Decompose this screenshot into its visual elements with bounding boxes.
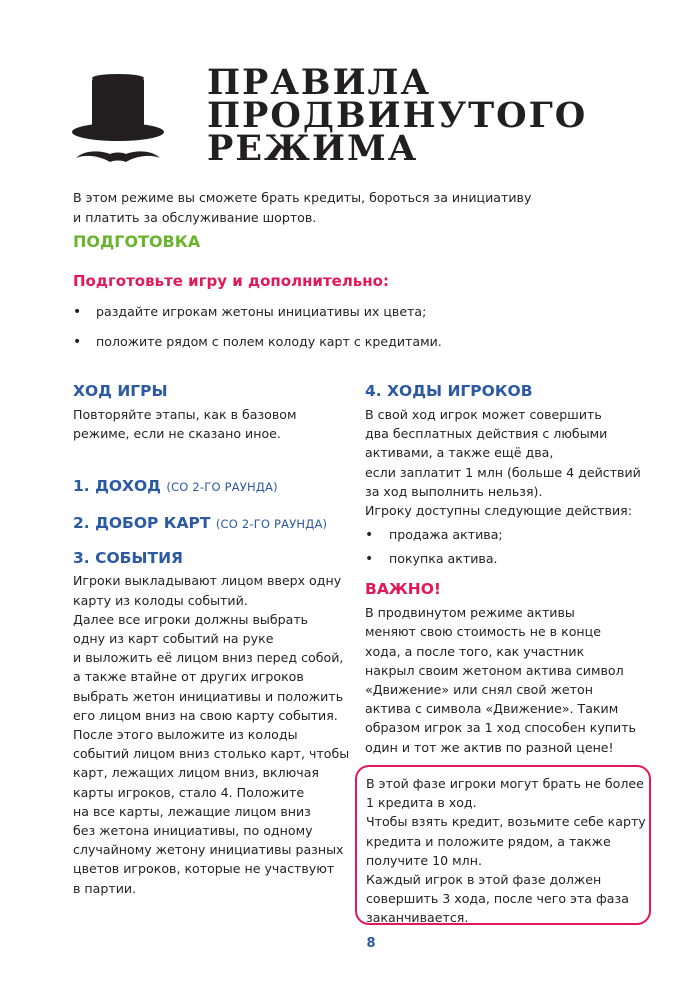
top-hat-mustache-icon	[70, 70, 166, 170]
preparation-heading: ПОДГОТОВКА	[73, 232, 201, 251]
events-heading: 3. СОБЫТИЯ	[73, 549, 183, 568]
text-line: хода, а после того, как участник	[365, 643, 585, 659]
text-line: и выложить её лицом вниз перед собой,	[73, 650, 344, 666]
page-number: 8	[366, 936, 376, 951]
text-line: одну из карт событий на руке	[73, 631, 274, 647]
page-title	[207, 62, 588, 169]
text-line: активами, а также ещё два,	[365, 445, 554, 461]
text-line: «Движение» или снял свой жетон	[365, 682, 593, 698]
intro-line: и платить за обслуживание шортов.	[73, 210, 317, 225]
list-item: • покупка актива.	[365, 548, 655, 572]
text-line: карты игроков, стало 4. Положите	[73, 784, 305, 800]
text-line: получите 10 млн.	[366, 852, 482, 868]
list-item: • положите рядом с полем колоду карт с кредитами.	[73, 331, 633, 361]
text-line: его лицом вниз на свою карту события.	[73, 707, 338, 723]
text-line: актива с символа «Движение». Таким	[365, 701, 619, 717]
text-line: в партии.	[73, 880, 137, 896]
title-line: ПРАВИЛА	[207, 62, 431, 103]
text-line: цветов игроков, которые не участвуют	[73, 861, 335, 877]
turns-heading: 4. ХОДЫ ИГРОКОВ	[365, 382, 533, 400]
text-line: В продвинутом режиме активы	[365, 605, 575, 621]
important-heading: ВАЖНО!	[365, 580, 442, 599]
gameplay-paragraph	[73, 405, 353, 443]
intro-line: В этом режиме вы сможете брать кредиты, бороться за инициативу	[73, 190, 532, 205]
draw-note: (СО 2-ГО РАУНДА)	[215, 517, 328, 532]
text-line: карт, лежащих лицом вниз, включая	[73, 765, 319, 781]
text-line: образом игрок за 1 ход способен купить	[365, 720, 636, 736]
text-line: а также втайне от других игроков	[73, 669, 304, 685]
events-paragraph	[73, 571, 353, 897]
text-line: карту из колоды событий.	[73, 592, 248, 608]
text-line: В свой ход игрок может совершить	[365, 407, 602, 422]
text-line: Далее все игроки должны выбрать	[73, 611, 309, 627]
text-line: Повторяйте этапы, как в базовом	[73, 407, 297, 422]
income-heading	[73, 475, 353, 498]
text-line: 1 кредита в ход.	[366, 795, 477, 811]
text-line: После этого выложите из колоды	[73, 727, 298, 743]
text-line: накрыл своим жетоном актива символ	[365, 662, 624, 678]
text-line: совершить 3 хода, после чего эта фаза	[366, 891, 629, 907]
text-line: В этой фазе игроки могут брать не более	[366, 776, 644, 791]
text-line: Игроку доступны следующие действия:	[365, 503, 632, 519]
title-line: РЕЖИМА	[207, 128, 419, 169]
preparation-list	[73, 301, 633, 361]
left-column	[73, 380, 353, 898]
text-line: событий лицом вниз столько карт, чтобы	[73, 746, 350, 762]
preparation-subheading: Подготовьте игру и дополнительно:	[73, 272, 389, 290]
list-item: • продажа актива;	[365, 524, 655, 548]
draw-heading	[73, 512, 353, 535]
text-line: один и тот же актив по разной цене!	[365, 739, 614, 755]
text-line: заканчивается.	[366, 910, 469, 926]
text-line: без жетона инициативы, по одному	[73, 823, 313, 839]
text-line: режиме, если не сказано иное.	[73, 426, 281, 442]
text-line: Каждый игрок в этой фазе должен	[366, 872, 602, 888]
intro-paragraph	[73, 188, 613, 228]
turns-paragraph	[365, 405, 655, 520]
text-line: Чтобы взять кредит, возьмите себе карту	[366, 814, 646, 830]
text-line: два бесплатных действия с любыми	[365, 426, 608, 442]
text-line: на все карты, лежащие лицом вниз	[73, 803, 311, 819]
credit-note-box	[355, 765, 651, 925]
income-title: 1. ДОХОД	[73, 477, 161, 496]
important-paragraph	[365, 603, 655, 757]
text-line: выбрать жетон инициативы и положить	[73, 688, 344, 704]
income-note: (СО 2-ГО РАУНДА)	[166, 480, 278, 495]
text-line: если заплатит 1 млн (больше 4 действий	[365, 464, 641, 480]
text-line: кредита и положите рядом, а также	[366, 833, 611, 849]
actions-list	[365, 524, 655, 572]
list-item: • раздайте игрокам жетоны инициативы их цвета;	[73, 301, 633, 331]
right-column	[365, 380, 655, 757]
text-line: случайному жетону инициативы разных	[73, 842, 344, 858]
text-line: меняют свою стоимость не в конце	[365, 624, 601, 640]
text-line: за ход выполнить нельзя).	[365, 483, 543, 499]
draw-title: 2. ДОБОР КАРТ	[73, 514, 211, 533]
title-line: ПРОДВИНУТОГО	[207, 95, 588, 136]
gameplay-heading: ХОД ИГРЫ	[73, 382, 168, 400]
text-line: Игроки выкладывают лицом вверх одну	[73, 573, 342, 589]
